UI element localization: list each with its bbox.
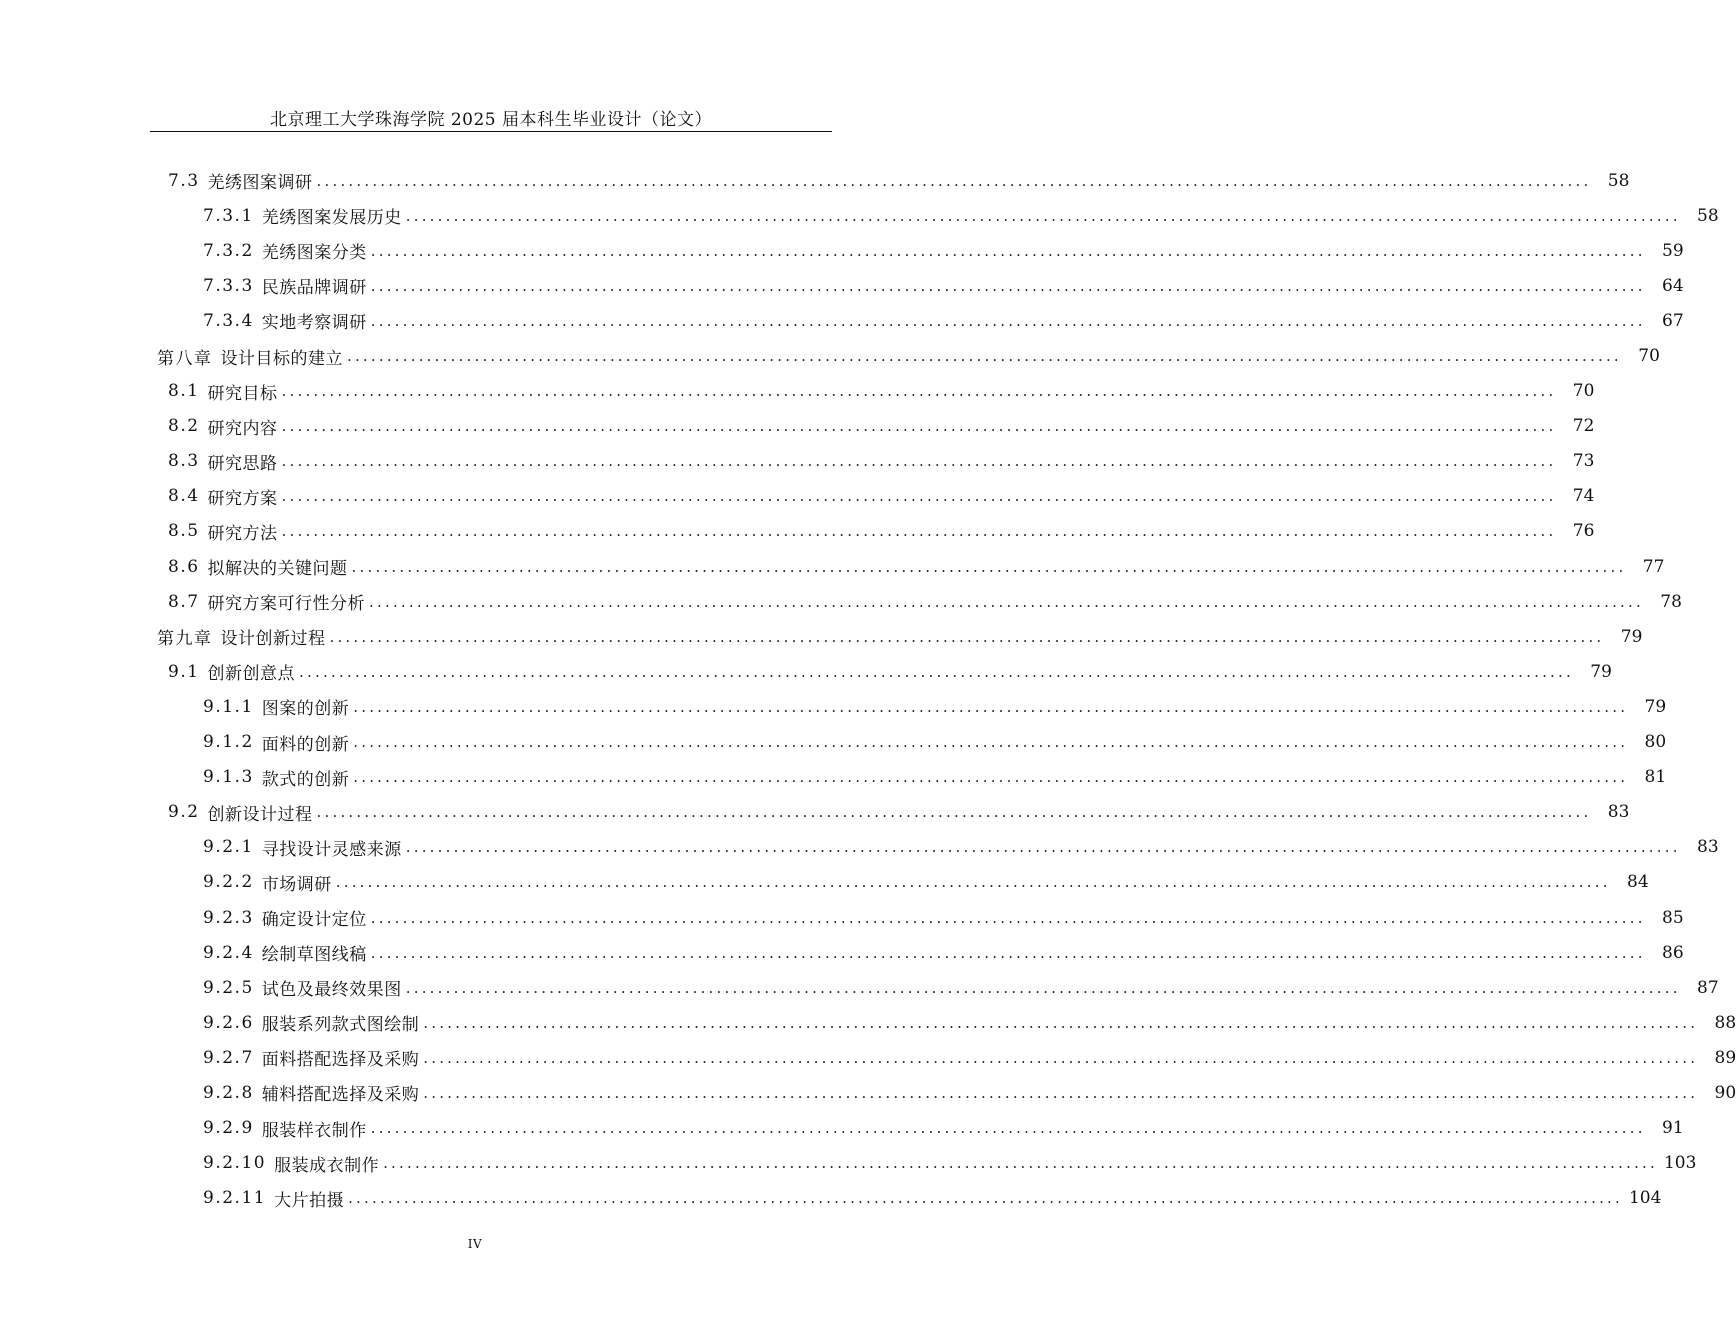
- toc-entry[interactable]: [0, 865, 1649, 900]
- toc-entry-page: 103: [1663, 1153, 1697, 1174]
- toc-entry-page: 70: [1572, 381, 1595, 402]
- toc-entry-number: 7.3.1: [203, 205, 254, 226]
- toc-entry[interactable]: [0, 1181, 1662, 1216]
- toc-entry-number: 9.2.11: [203, 1188, 267, 1209]
- toc-entry-page: 83: [1697, 837, 1719, 858]
- toc-entry-title: 拟解决的关键问题: [207, 559, 348, 580]
- toc-entry-title: 研究方法: [207, 523, 278, 544]
- toc-entry-number: 9.2.3: [203, 907, 254, 928]
- toc-entry-page: 58: [1607, 170, 1630, 191]
- toc-entry[interactable]: [0, 233, 1684, 268]
- toc-entry-title: 民族品牌调研: [261, 278, 367, 299]
- toc-entry-number: 9.2.6: [203, 1012, 254, 1033]
- toc-entry-title: 市场调研: [261, 874, 332, 895]
- toc-entry-number: 7.3.3: [203, 275, 254, 296]
- toc-entry[interactable]: [0, 1111, 1684, 1146]
- toc-entry-title: 设计目标的建立: [220, 348, 343, 369]
- toc-entry-title: 研究方案: [207, 488, 278, 509]
- toc-entry-page: 91: [1662, 1118, 1684, 1139]
- toc-entry-title: 研究方案可行性分析: [207, 594, 366, 615]
- toc-entry-number: 第九章: [157, 629, 213, 650]
- toc-entry[interactable]: [0, 654, 1612, 689]
- toc-entry[interactable]: [0, 549, 1665, 584]
- toc-entry[interactable]: [0, 1005, 1736, 1040]
- toc-leader-dots: ................................................................................................................................................................: [370, 1119, 1646, 1138]
- toc-entry-title: 大片拍摄: [274, 1190, 345, 1211]
- toc-entry[interactable]: [0, 1075, 1736, 1110]
- toc-entry[interactable]: [0, 268, 1684, 303]
- toc-entry-number: 8.5: [168, 521, 200, 542]
- toc-entry[interactable]: [0, 935, 1684, 970]
- toc-entry-page: 81: [1644, 767, 1667, 788]
- toc-leader-dots: ................................................................................................................................................................: [383, 1154, 1658, 1173]
- toc-leader-dots: ................................................................................................................................................................: [370, 943, 1646, 962]
- toc-entry-number: 9.1: [168, 661, 200, 682]
- toc-entry-page: 89: [1714, 1047, 1736, 1068]
- toc-entry-page: 70: [1638, 346, 1660, 367]
- toc-entry-title: 面料的创新: [261, 734, 350, 755]
- toc-entry-number: 8.2: [168, 416, 200, 437]
- toc-entry-title: 创新创意点: [207, 664, 296, 685]
- toc-leader-dots: ................................................................................................................................................................: [405, 206, 1681, 225]
- toc-entry[interactable]: [0, 338, 1660, 373]
- toc-entry-number: 9.1.3: [203, 767, 254, 788]
- toc-entry-page: 78: [1660, 591, 1682, 612]
- toc-entry[interactable]: [0, 619, 1643, 654]
- toc-entry[interactable]: [0, 514, 1595, 549]
- toc-entry-number: 8.6: [168, 556, 200, 577]
- toc-entry-page: 72: [1572, 416, 1595, 437]
- toc-leader-dots: ................................................................................................................................................................: [353, 733, 1629, 752]
- toc-entry[interactable]: [0, 163, 1630, 198]
- toc-entry-title: 研究内容: [207, 418, 278, 439]
- toc-leader-dots: ................................................................................................................................................................: [329, 627, 1605, 646]
- toc-entry-title: 绘制草图线稿: [261, 945, 367, 966]
- toc-entry-number: 9.2.9: [203, 1118, 254, 1139]
- toc-leader-dots: ................................................................................................................................................................: [353, 768, 1629, 787]
- toc-entry-number: 9.2.5: [203, 977, 254, 998]
- toc-leader-dots: ................................................................................................................................................................: [423, 1013, 1699, 1032]
- toc-entry-number: 7.3: [168, 170, 200, 191]
- toc-leader-dots: ................................................................................................................................................................: [423, 1048, 1699, 1067]
- running-header: 北京理工大学珠海学院 2025 届本科生毕业设计（论文）: [269, 110, 713, 130]
- toc-entry-page: 79: [1644, 696, 1667, 717]
- toc-entry-title: 研究目标: [207, 383, 278, 404]
- toc-entry-number: 9.2.1: [203, 837, 254, 858]
- toc-entry-title: 研究思路: [207, 453, 278, 474]
- toc-entry-number: 9.2.8: [203, 1082, 254, 1103]
- toc-entry-title: 羌绣图案调研: [207, 173, 313, 194]
- toc-leader-dots: ................................................................................................................................................................: [281, 382, 1557, 401]
- toc-entry-page: 77: [1642, 556, 1665, 577]
- toc-entry-number: 7.3.4: [203, 310, 254, 331]
- toc-entry[interactable]: [0, 830, 1719, 865]
- toc-entry-page: 73: [1572, 451, 1595, 472]
- toc-entry-title: 确定设计定位: [261, 910, 367, 931]
- toc-entry-number: 9.1.2: [203, 732, 254, 753]
- toc-entry[interactable]: [0, 760, 1667, 795]
- toc-entry-page: 83: [1607, 802, 1630, 823]
- toc-entry-title: 辅料搭配选择及采购: [261, 1085, 420, 1106]
- toc-entry-page: 64: [1662, 275, 1684, 296]
- toc-leader-dots: ................................................................................................................................................................: [351, 557, 1627, 576]
- toc-entry-title: 服装成衣制作: [274, 1155, 380, 1176]
- toc-leader-dots: ................................................................................................................................................................: [370, 276, 1646, 295]
- toc-entry-title: 实地考察调研: [261, 313, 367, 334]
- toc-entry-page: 74: [1572, 486, 1595, 507]
- toc-entry[interactable]: [0, 409, 1595, 444]
- toc-entry[interactable]: [0, 198, 1719, 233]
- toc-entry[interactable]: [0, 1040, 1736, 1075]
- toc-entry-title: 羌绣图案分类: [261, 243, 367, 264]
- toc-entry-number: 8.1: [168, 381, 200, 402]
- toc-entry-title: 创新设计过程: [207, 804, 313, 825]
- toc-leader-dots: ................................................................................................................................................................: [335, 873, 1611, 892]
- toc-entry-title: 面料搭配选择及采购: [261, 1050, 420, 1071]
- toc-entry-page: 59: [1662, 240, 1684, 261]
- toc-leader-dots: ................................................................................................................................................................: [405, 838, 1681, 857]
- toc-entry-number: 8.7: [168, 591, 200, 612]
- toc-leader-dots: ................................................................................................................................................................: [369, 592, 1644, 611]
- toc-entry-page: 58: [1697, 205, 1719, 226]
- toc-leader-dots: ................................................................................................................................................................: [423, 1083, 1699, 1102]
- toc-entry[interactable]: [0, 725, 1667, 760]
- toc-leader-dots: ................................................................................................................................................................: [405, 978, 1681, 997]
- toc-entry-number: 8.4: [168, 486, 200, 507]
- toc-entry-page: 88: [1714, 1012, 1736, 1033]
- toc-entry[interactable]: [0, 303, 1684, 338]
- toc-leader-dots: ................................................................................................................................................................: [370, 311, 1646, 330]
- toc-entry-page: 90: [1714, 1082, 1736, 1103]
- toc-entry-page: 79: [1590, 661, 1612, 682]
- toc-leader-dots: ................................................................................................................................................................: [348, 1189, 1623, 1208]
- toc-entry[interactable]: [0, 795, 1630, 830]
- toc-entry-number: 9.2.4: [203, 942, 254, 963]
- toc-entry-page: 86: [1662, 942, 1684, 963]
- toc-entry-page: 76: [1572, 521, 1595, 542]
- toc-entry-page: 80: [1644, 732, 1667, 753]
- toc-entry-page: 85: [1662, 907, 1684, 928]
- toc-entry-number: 第八章: [157, 348, 213, 369]
- toc-entry-page: 104: [1628, 1188, 1662, 1209]
- toc-leader-dots: ................................................................................................................................................................: [281, 452, 1557, 471]
- toc-leader-dots: ................................................................................................................................................................: [347, 347, 1622, 366]
- toc-leader-dots: ................................................................................................................................................................: [316, 171, 1592, 190]
- toc-entry-title: 服装系列款式图绘制: [261, 1015, 420, 1036]
- toc-entry-page: 84: [1627, 872, 1649, 893]
- toc-entry[interactable]: [0, 479, 1595, 514]
- toc-leader-dots: ................................................................................................................................................................: [353, 697, 1629, 716]
- toc-entry-number: 9.2: [168, 802, 200, 823]
- page-number: IV: [467, 1237, 483, 1251]
- toc-entry-title: 寻找设计灵感来源: [261, 839, 402, 860]
- toc-entry-number: 7.3.2: [203, 240, 254, 261]
- toc-entry-title: 试色及最终效果图: [261, 980, 402, 1001]
- toc-entry[interactable]: [0, 374, 1595, 409]
- toc-entry-number: 9.1.1: [203, 696, 254, 717]
- toc-entry-title: 图案的创新: [261, 699, 350, 720]
- toc-leader-dots: ................................................................................................................................................................: [370, 908, 1646, 927]
- toc-entry-page: 67: [1662, 310, 1684, 331]
- toc-leader-dots: ................................................................................................................................................................: [281, 522, 1557, 541]
- toc-entry-title: 羌绣图案发展历史: [261, 208, 402, 229]
- toc-entry-title: 款式的创新: [261, 769, 350, 790]
- toc-entry-number: 9.2.7: [203, 1047, 254, 1068]
- toc-entry[interactable]: [0, 689, 1667, 724]
- toc-entry[interactable]: [0, 900, 1684, 935]
- toc-entry-number: 8.3: [168, 451, 200, 472]
- toc-entry-page: 87: [1697, 977, 1719, 998]
- toc-entry-number: 9.2.10: [203, 1153, 267, 1174]
- toc-entry-number: 9.2.2: [203, 872, 254, 893]
- toc-entry[interactable]: [0, 584, 1682, 619]
- toc-leader-dots: ................................................................................................................................................................: [370, 241, 1646, 260]
- toc-leader-dots: ................................................................................................................................................................: [281, 487, 1557, 506]
- table-of-contents: [0, 163, 1736, 1216]
- toc-entry[interactable]: [0, 444, 1595, 479]
- header-rule: [150, 131, 832, 132]
- toc-entry-title: 服装样衣制作: [261, 1120, 367, 1141]
- toc-entry[interactable]: [0, 970, 1719, 1005]
- toc-entry-page: 79: [1620, 626, 1643, 647]
- toc-leader-dots: ................................................................................................................................................................: [281, 417, 1557, 436]
- toc-leader-dots: ................................................................................................................................................................: [316, 803, 1592, 822]
- toc-entry-title: 设计创新过程: [220, 629, 326, 650]
- toc-entry[interactable]: [0, 1146, 1697, 1181]
- toc-leader-dots: ................................................................................................................................................................: [299, 662, 1574, 681]
